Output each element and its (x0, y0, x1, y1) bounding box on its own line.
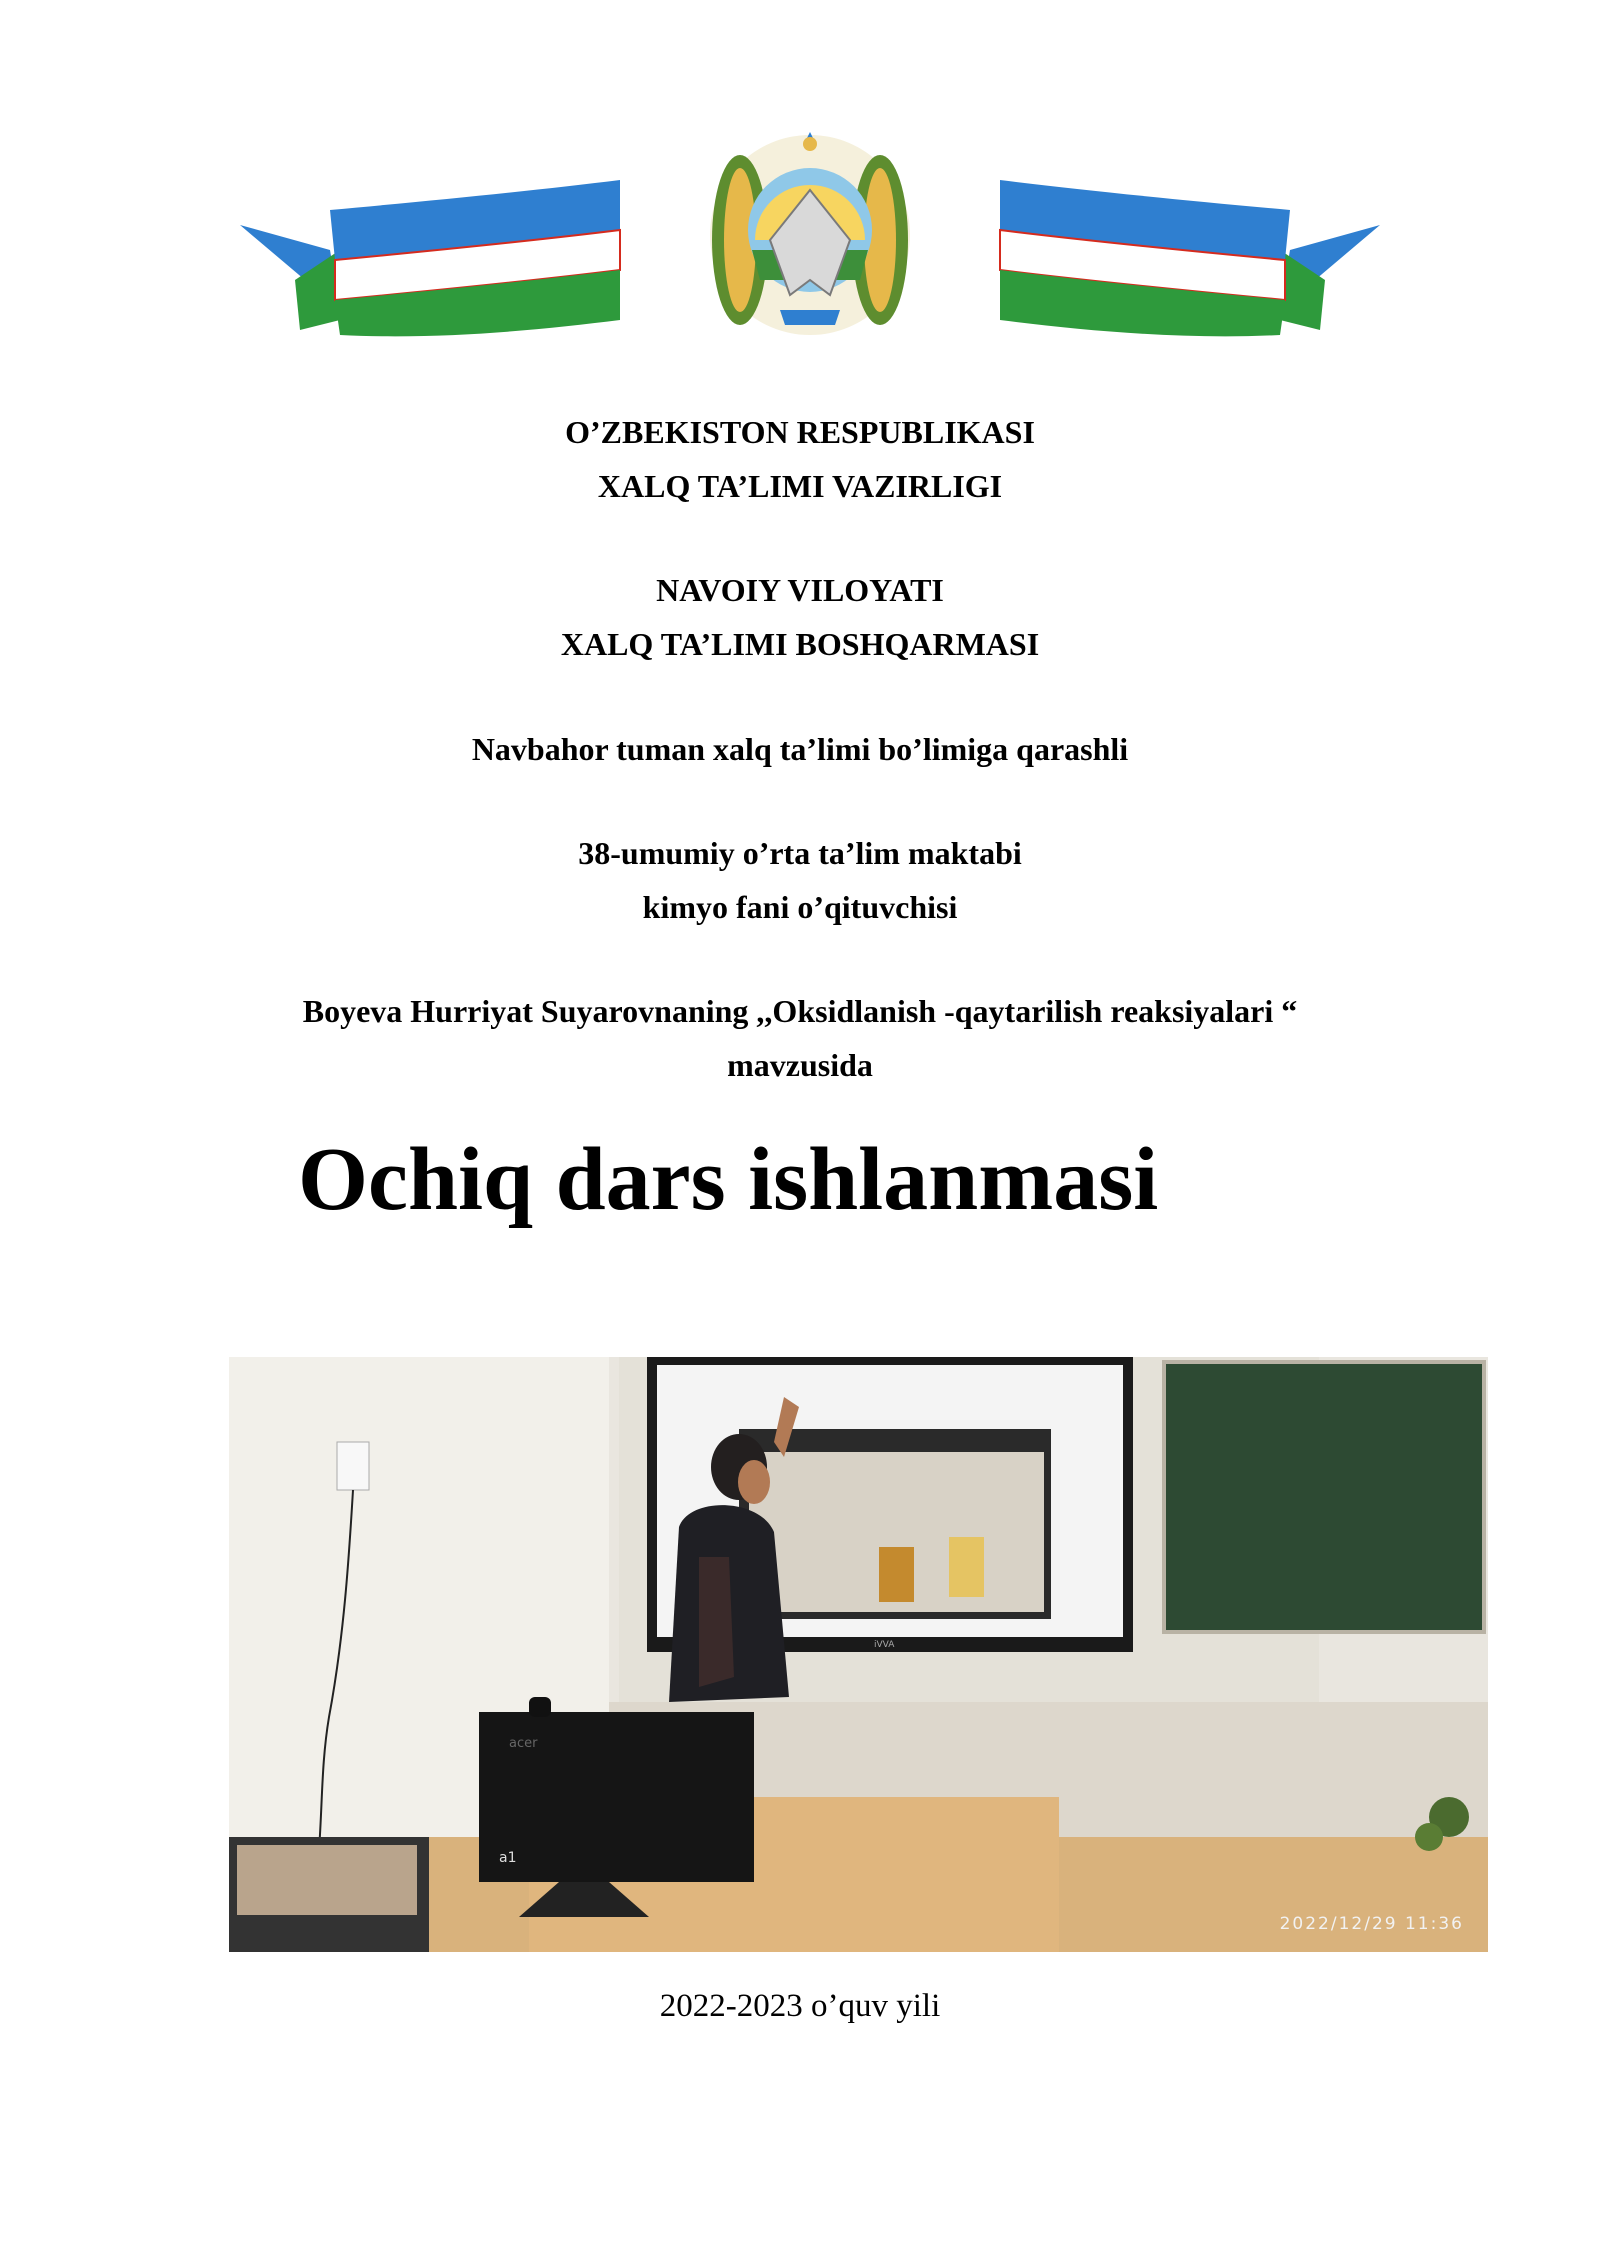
monitor-label: a1 (499, 1850, 517, 1866)
school-name: 38-umumiy o’rta ta’lim maktabi (578, 835, 1022, 871)
topic-line-2: mavzusida (727, 1047, 873, 1083)
flag-ribbon-right-icon (1000, 180, 1380, 336)
document-title: Ochiq dars ishlanmasi (298, 1130, 1159, 1229)
state-emblem (240, 130, 1380, 370)
ministry-name: XALQ TA’LIMI VAZIRLIGI (597, 468, 1003, 504)
district-line: Navbahor tuman xalq ta’limi bo’limiga qarashli (471, 731, 1129, 767)
classroom-photo (229, 1357, 1488, 1952)
republic-name: O’ZBEKISTON RESPUBLIKASI (565, 414, 1035, 450)
region-name: NAVOIY VILOYATI (656, 572, 944, 608)
teacher-role: kimyo fani o’qituvchisi (642, 889, 958, 925)
topic-line-1: Boyeva Hurriyat Suyarovnaning ,,Oksidlanish -qaytarilish reaksiyalari “ (302, 993, 1298, 1029)
photo-timestamp: 2022/12/29 11:36 (1279, 1914, 1464, 1934)
board-brand: iVVA (874, 1640, 895, 1650)
flag-ribbon-left-icon (240, 180, 620, 336)
monitor-brand: acer (509, 1736, 538, 1751)
academic-year: 2022-2023 o’quv yili (659, 1988, 941, 2024)
coat-of-arms-icon (710, 132, 910, 335)
department-name: XALQ TA’LIMI BOSHQARMASI (560, 626, 1040, 662)
